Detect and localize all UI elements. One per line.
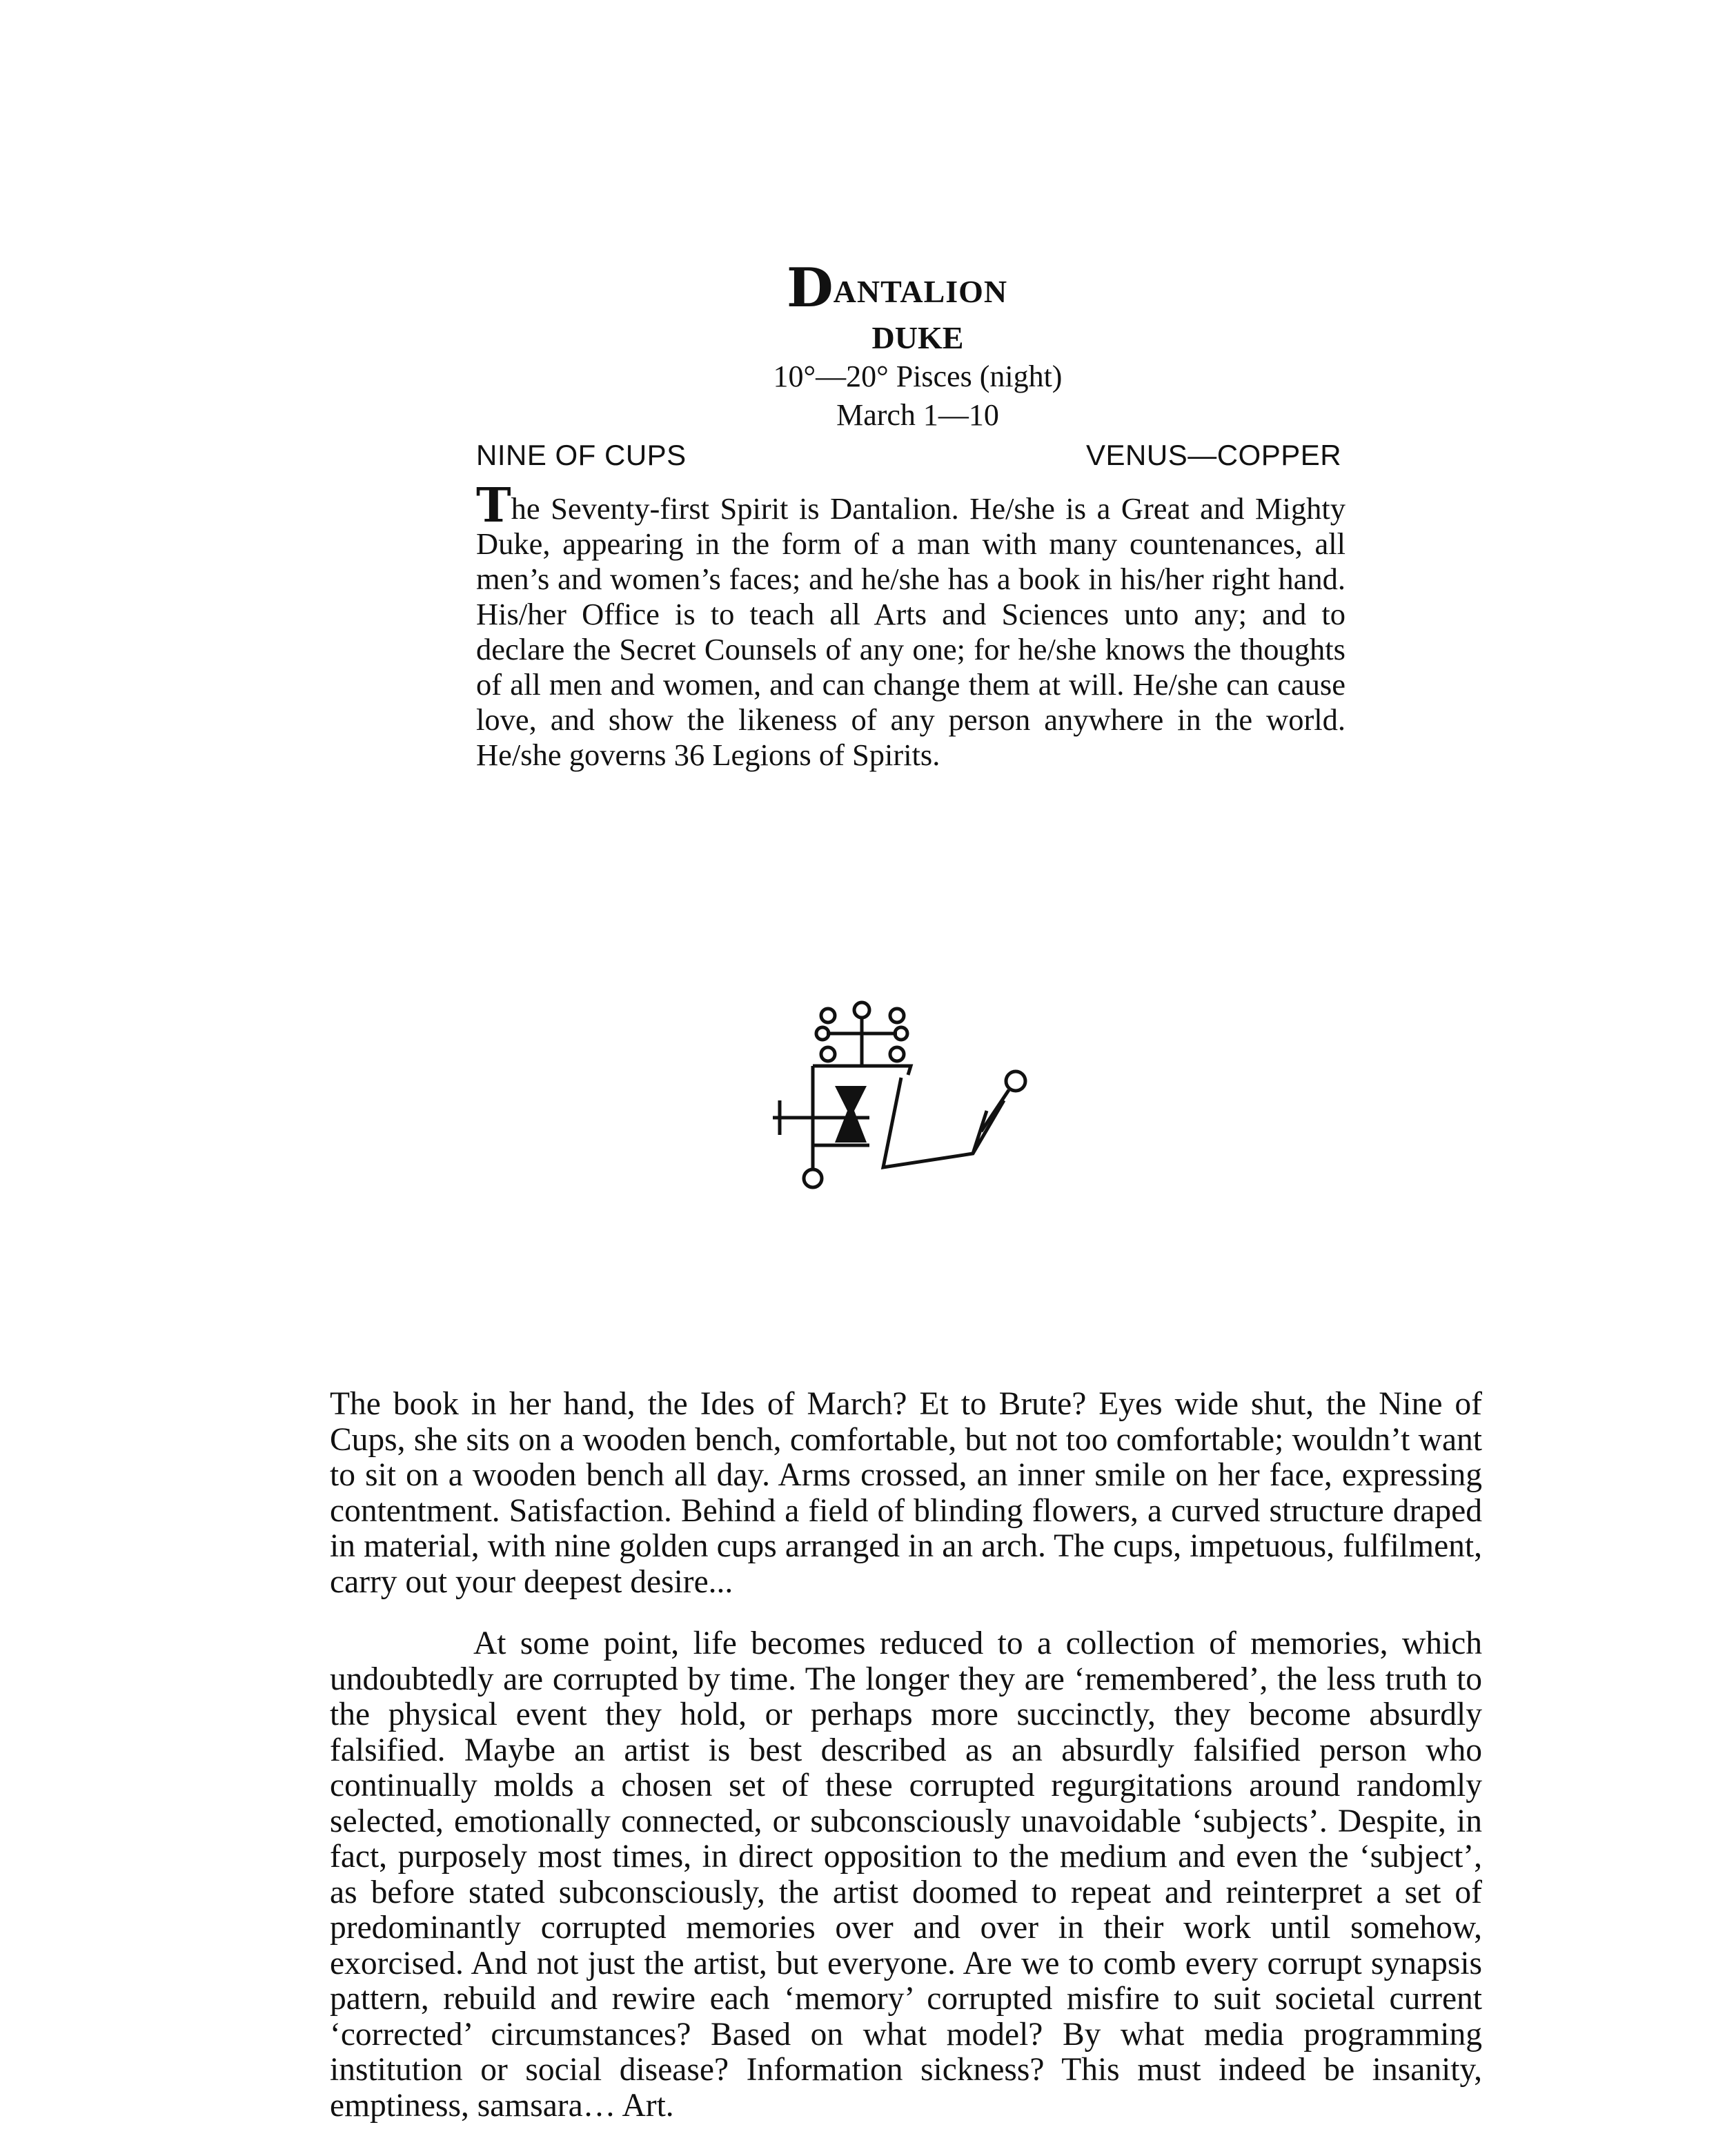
date-range: March 1—10 bbox=[836, 398, 999, 432]
dantalion-sigil-icon bbox=[766, 1000, 1056, 1207]
spirit-description bbox=[476, 478, 1346, 773]
essay-paragraph-1: The book in her hand, the Ides of March? Et to Brute? Eyes wide shut, the Nine of Cups, she sits on a wooden bench, comfortable, but not too comfortable; wouldn’t want to sit on a wooden bench all day. Arms crossed, an inner smile on her face, expressing contentment. Satisfaction. Behind a field of blinding flowers, a curved structure draped in material, with nine golden cups arranged in an arch. The cups, impetuous, fulfilment, carry out your deepest desire... bbox=[330, 1386, 1482, 1600]
title-rest: ANTALION bbox=[833, 274, 1008, 309]
zodiac-degrees: 10°—20° Pisces (night) bbox=[773, 359, 1063, 393]
tarot-card: NINE OF CUPS bbox=[476, 439, 687, 471]
spirit-description-text: he Seventy-first Spirit is Dantalion. He/she is a Great and Mighty Duke, appearing in the form of a man with many countenances, all men’s and women’s faces; and he/she has a book in his/her right hand. His/her Office is to teach all Arts and Sciences unto any; and to declare the Secret Counsels of any one; for he/she knows the thoughts of all men and women, and can change them at will. He/she can cause love, and show the likeness of any person anywhere in the world. He/she governs 36 Legions of Spirits. bbox=[476, 491, 1346, 772]
essay-paragraph-2: At some point, life becomes reduced to a collection of memories, which undoubtedly are corrupted by time. The longer they are ‘remembered’, the less truth to the physical event they hold, or perhaps more succinctly, they become absurdly falsified. Maybe an artist is best described as an absurdly falsified person who continually molds a chosen set of these corrupted regurgitations around randomly selected, emotionally connected, or subconsciously unavoidable ‘subjects’. Despite, in fact, purposely most times, in direct opposition to the medium and even the ‘subject’, as before stated subconsciously, the artist doomed to repeat and reinterpret a set of predominantly corrupted memories over and over in their work until somehow, exorcised. And not just the artist, but everyone. Are we to comb every corrupt synapsis pattern, rebuild and rewire each ‘memory’ corrupted misfire to suit societal current ‘corrected’ circumstances? Based on what model? By what media programming institution or social disease? Information sickness? This must indeed be insanity, emptiness, samsara… Art. bbox=[330, 1625, 1482, 2124]
title-initial: D bbox=[787, 257, 834, 319]
planet-metal: VENUS—COPPER bbox=[1086, 439, 1342, 471]
drop-cap: T bbox=[476, 478, 511, 533]
spirit-title bbox=[787, 257, 1063, 319]
spirit-rank: DUKE bbox=[871, 320, 964, 355]
spirit-attributes bbox=[621, 319, 1214, 435]
